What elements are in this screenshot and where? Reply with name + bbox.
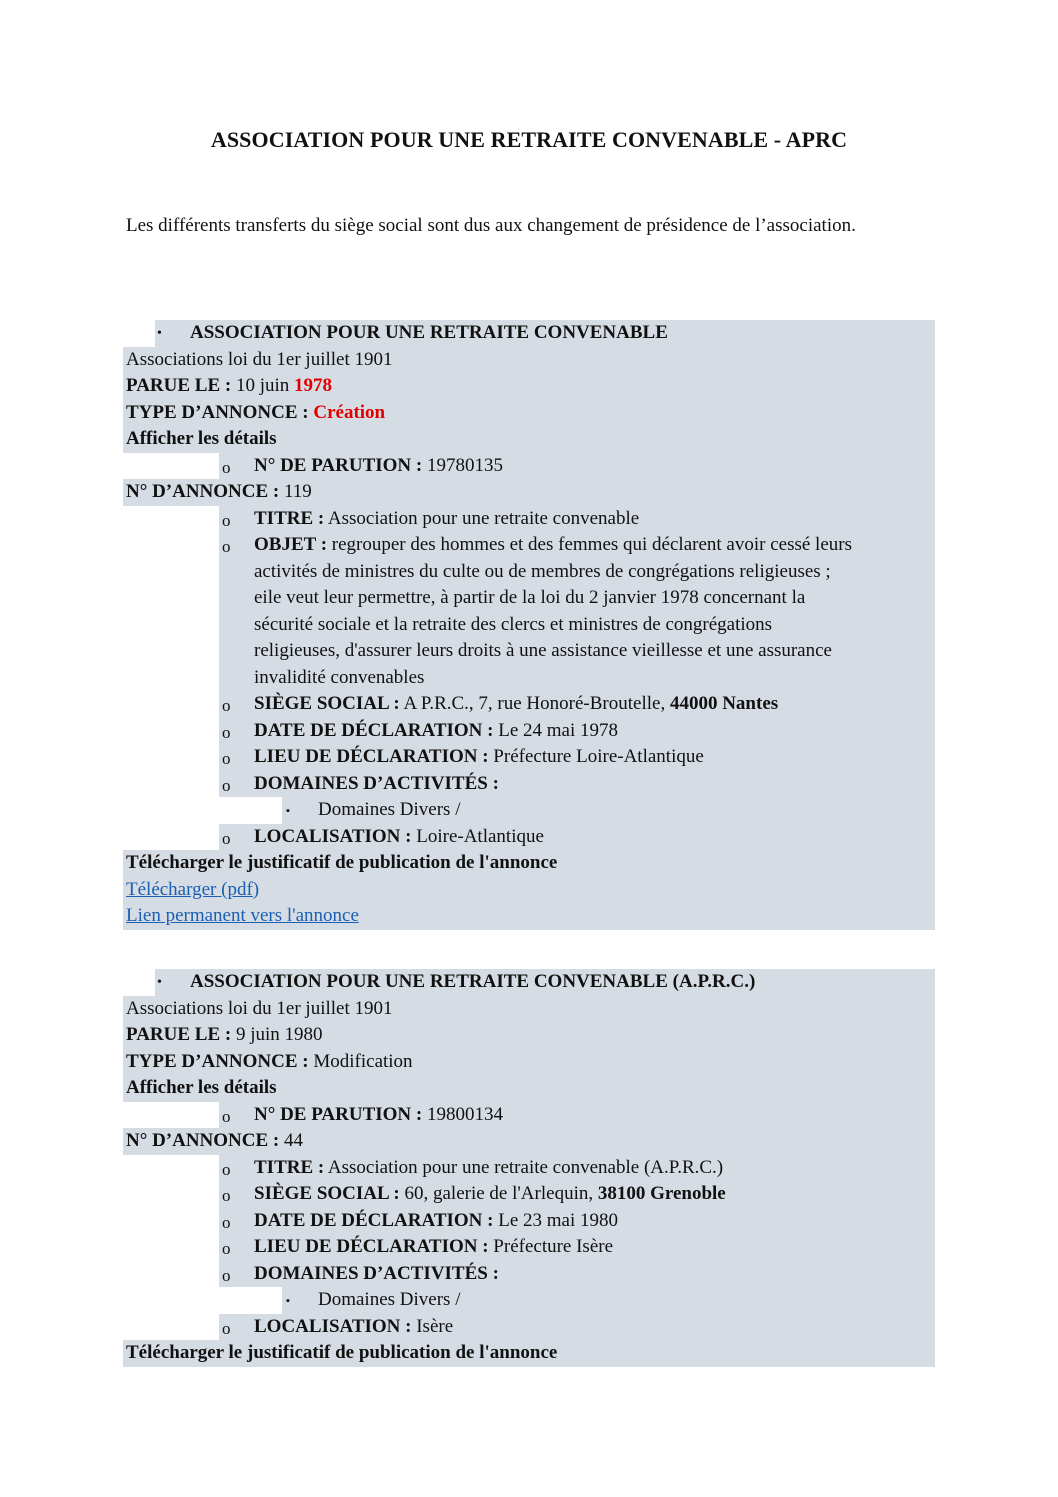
parue-le-label: PARUE LE : xyxy=(126,375,232,396)
circle-bullet-icon: o xyxy=(222,1318,231,1338)
circle-bullet-icon: o xyxy=(222,1186,231,1205)
type-annonce-row xyxy=(123,1049,935,1076)
titre-row xyxy=(123,506,935,533)
date-declaration-row xyxy=(123,718,935,745)
no-annonce-value: 44 xyxy=(284,1130,304,1151)
localisation-row xyxy=(123,1314,935,1341)
no-annonce-row xyxy=(123,1128,935,1155)
date-declaration-label: DATE DE DÉCLARATION : xyxy=(254,719,494,741)
titre-value: Association pour une retraite convenable (A.P.R.C.) xyxy=(327,1156,724,1178)
objet-section xyxy=(123,532,935,691)
circle-bullet-icon: o xyxy=(222,696,231,715)
assoc-type-row xyxy=(123,347,935,374)
type-annonce-value: Modification xyxy=(313,1050,413,1072)
no-parution-label: N° DE PARUTION : xyxy=(254,454,423,476)
telecharger-heading: Télécharger le justificatif de publication de l'annonce xyxy=(126,852,558,873)
localisation-value: Loire-Atlantique xyxy=(416,825,544,847)
siege-label: SIÈGE SOCIAL : xyxy=(254,1183,400,1204)
no-annonce-label: N° D’ANNONCE : xyxy=(126,1130,280,1151)
no-annonce-label: N° D’ANNONCE : xyxy=(126,481,280,502)
lieu-declaration-row xyxy=(123,744,935,771)
announcement-1 xyxy=(123,320,935,930)
objet-line: sécurité sociale et la retraite des clercs et ministres de congrégations xyxy=(254,613,773,635)
type-annonce-label: TYPE D’ANNONCE : xyxy=(126,401,309,423)
intro-paragraph: Les différents transferts du siège social sont dus aux changement de présidence de l’association. xyxy=(126,215,856,236)
afficher-details-row[interactable] xyxy=(123,426,935,453)
localisation-row xyxy=(123,824,935,851)
siege-city: 38100 Grenoble xyxy=(597,1183,726,1204)
titre-row xyxy=(123,1155,935,1182)
siege-row xyxy=(123,1181,935,1208)
announcement-2 xyxy=(123,969,935,1367)
telecharger-heading-row xyxy=(123,850,935,877)
assoc-type: Associations loi du 1er juillet 1901 xyxy=(126,997,393,1019)
localisation-value: Isère xyxy=(416,1315,454,1337)
announcement-heading: ASSOCIATION POUR UNE RETRAITE CONVENABLE (A.P.R.C.) xyxy=(190,971,756,992)
bullet-icon: • xyxy=(157,326,162,341)
circle-bullet-icon: o xyxy=(222,1159,231,1179)
no-parution-value: 19800134 xyxy=(426,1103,503,1125)
square-bullet-icon: ▪ xyxy=(286,1295,290,1307)
square-bullet-icon: ▪ xyxy=(286,805,290,817)
domaines-row xyxy=(123,1261,935,1288)
domaine-item: Domaines Divers / xyxy=(318,1289,461,1310)
date-declaration-label: DATE DE DÉCLARATION : xyxy=(254,1209,494,1231)
no-parution-row xyxy=(123,1102,935,1129)
afficher-details[interactable]: Afficher les détails xyxy=(126,428,277,449)
objet-line: invalidité convenables xyxy=(254,666,425,688)
domaine-item: Domaines Divers / xyxy=(318,799,461,820)
domaine-item-row xyxy=(123,1287,935,1314)
announcement-heading: ASSOCIATION POUR UNE RETRAITE CONVENABLE xyxy=(190,322,668,343)
domaines-label: DOMAINES D’ACTIVITÉS : xyxy=(254,772,499,794)
titre-label: TITRE : xyxy=(254,1156,325,1178)
circle-bullet-icon: o xyxy=(222,1265,231,1285)
type-annonce-label: TYPE D’ANNONCE : xyxy=(126,1050,309,1072)
no-parution-label: N° DE PARUTION : xyxy=(254,1103,423,1125)
no-parution-value: 19780135 xyxy=(426,454,503,476)
circle-bullet-icon: o xyxy=(222,510,231,530)
circle-bullet-icon: o xyxy=(222,749,231,768)
circle-bullet-icon: o xyxy=(222,1106,231,1126)
circle-bullet-icon: o xyxy=(222,457,231,477)
telecharger-pdf-link[interactable]: Télécharger (pdf) xyxy=(126,878,260,900)
siege-row xyxy=(123,691,935,718)
assoc-type: Associations loi du 1er juillet 1901 xyxy=(126,348,393,370)
afficher-details[interactable]: Afficher les détails xyxy=(126,1077,277,1098)
telecharger-heading: Télécharger le justificatif de publication de l'annonce xyxy=(126,1342,558,1363)
domaine-item-row xyxy=(123,797,935,824)
announcement-heading-row xyxy=(123,320,935,347)
date-declaration-value: Le 23 mai 1980 xyxy=(498,1209,618,1231)
circle-bullet-icon: o xyxy=(222,1212,231,1232)
localisation-label: LOCALISATION : xyxy=(254,1315,412,1337)
lieu-declaration-value: Préfecture Loire-Atlantique xyxy=(493,746,704,767)
lieu-declaration-label: LIEU DE DÉCLARATION : xyxy=(254,1236,489,1257)
type-annonce-value: Création xyxy=(313,401,386,423)
parue-le-row xyxy=(123,373,935,400)
titre-label: TITRE : xyxy=(254,507,325,529)
circle-bullet-icon: o xyxy=(222,722,231,742)
bullet-icon: • xyxy=(157,975,162,990)
domaines-label: DOMAINES D’ACTIVITÉS : xyxy=(254,1262,499,1284)
siege-city: 44000 Nantes xyxy=(669,693,779,714)
domaines-row xyxy=(123,771,935,798)
objet-label: OBJET : xyxy=(254,534,328,555)
parue-le-row xyxy=(123,1022,935,1049)
telecharger-pdf-row xyxy=(123,877,935,904)
date-declaration-value: Le 24 mai 1978 xyxy=(498,719,618,741)
lien-permanent-link[interactable]: Lien permanent vers l'annonce xyxy=(126,905,359,926)
parue-year: 1978 xyxy=(294,375,333,396)
announcement-heading-row xyxy=(123,969,935,996)
assoc-type-row xyxy=(123,996,935,1023)
siege-address: A P.R.C., 7, rue Honoré-Broutelle, xyxy=(403,693,666,714)
siege-address: 60, galerie de l'Arlequin, xyxy=(404,1183,594,1204)
circle-bullet-icon: o xyxy=(222,828,231,848)
objet-line: regrouper des hommes et des femmes qui déclarent avoir cessé leurs xyxy=(331,534,852,555)
no-annonce-value: 119 xyxy=(284,481,312,502)
siege-label: SIÈGE SOCIAL : xyxy=(254,693,400,714)
date-declaration-row xyxy=(123,1208,935,1235)
objet-line: activités de ministres du culte ou de membres de congrégations religieuses ; xyxy=(254,560,831,582)
lieu-declaration-row xyxy=(123,1234,935,1261)
objet-line: eile veut leur permettre, à partir de la loi du 2 janvier 1978 concernant la xyxy=(254,587,806,608)
no-parution-row xyxy=(123,453,935,480)
circle-bullet-icon: o xyxy=(222,775,231,795)
lieu-declaration-value: Préfecture Isère xyxy=(493,1236,614,1257)
no-annonce-row xyxy=(123,479,935,506)
objet-line: religieuses, d'assurer leurs droits à une assistance vieillesse et une assurance xyxy=(254,640,832,661)
parue-date: 9 juin 1980 xyxy=(235,1024,323,1045)
lieu-declaration-label: LIEU DE DÉCLARATION : xyxy=(254,746,489,767)
circle-bullet-icon: o xyxy=(222,1239,231,1258)
type-annonce-row xyxy=(123,400,935,427)
telecharger-heading-row xyxy=(123,1340,935,1367)
page-title: ASSOCIATION POUR UNE RETRAITE CONVENABLE - APRC xyxy=(210,127,848,152)
parue-le-label: PARUE LE : xyxy=(126,1024,232,1045)
lien-permanent-row xyxy=(123,903,935,930)
afficher-details-row[interactable] xyxy=(123,1075,935,1102)
circle-bullet-icon: o xyxy=(222,537,231,556)
localisation-label: LOCALISATION : xyxy=(254,825,412,847)
parue-date: 10 juin xyxy=(235,375,290,396)
titre-value: Association pour une retraite convenable xyxy=(327,507,640,529)
